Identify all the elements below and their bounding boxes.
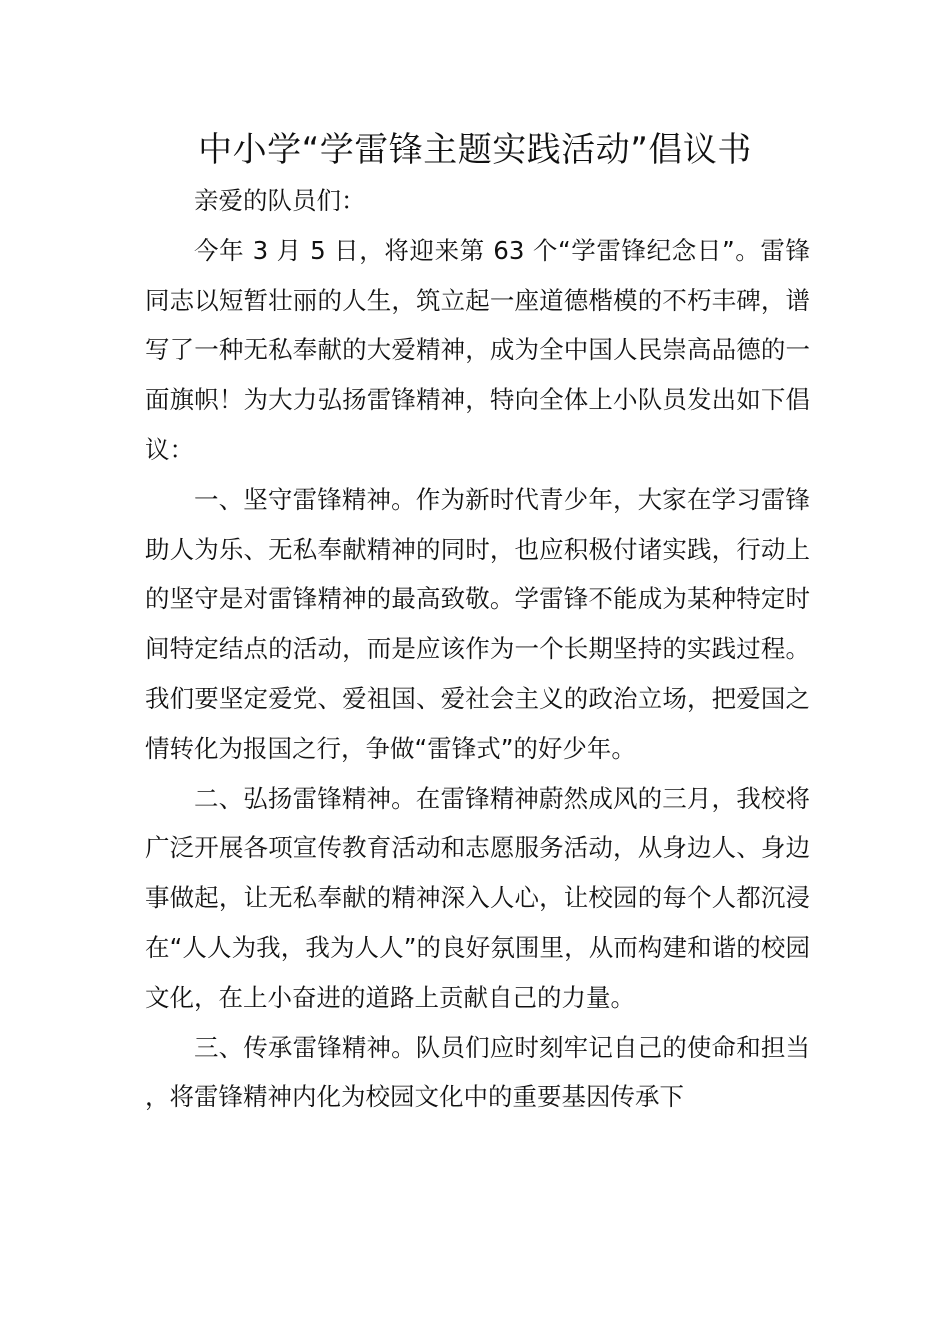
paragraph-intro: 今年 3 月 5 日，将迎来第 63 个“学雷锋纪念日”。雷锋同志以短暂壮丽的人生，筑立起一座道德楷模的不朽丰碑，谱写了一种无私奉献的大爱精神，成为全中国人民崇高品德的一面旗帜！为大力弘扬雷锋精神，特向全体上小队员发出如下倡议： xyxy=(145,235,810,464)
document-body xyxy=(145,176,810,1122)
paragraph-three: 三、传承雷锋精神。队员们应时刻牢记自己的使命和担当，将雷锋精神内化为校园文化中的重要基因传承下 xyxy=(145,1032,810,1112)
document-title: 中小学“学雷锋主题实践活动”倡议书 xyxy=(198,130,752,170)
paragraph-one: 一、坚守雷锋精神。作为新时代青少年，大家在学习雷锋助人为乐、无私奉献精神的同时，也应积极付诸实践，行动上的坚守是对雷锋精神的最高致敬。学雷锋不能成为某种特定时间特定结点的活动，而是应该作为一个长期坚持的实践过程。我们要坚定爱党、爱祖国、爱社会主义的政治立场，把爱国之情转化为报国之行，争做“雷锋式”的好少年。 xyxy=(145,484,810,763)
salutation: 亲爱的队员们： xyxy=(194,186,366,215)
paragraph-two: 二、弘扬雷锋精神。在雷锋精神蔚然成风的三月，我校将广泛开展各项宣传教育活动和志愿服务活动，从身边人、身边事做起，让无私奉献的精神深入人心，让校园的每个人都沉浸在“人人为我，我为人人”的良好氛围里，从而构建和谐的校园文化，在上小奋进的道路上贡献自己的力量。 xyxy=(145,783,810,1012)
